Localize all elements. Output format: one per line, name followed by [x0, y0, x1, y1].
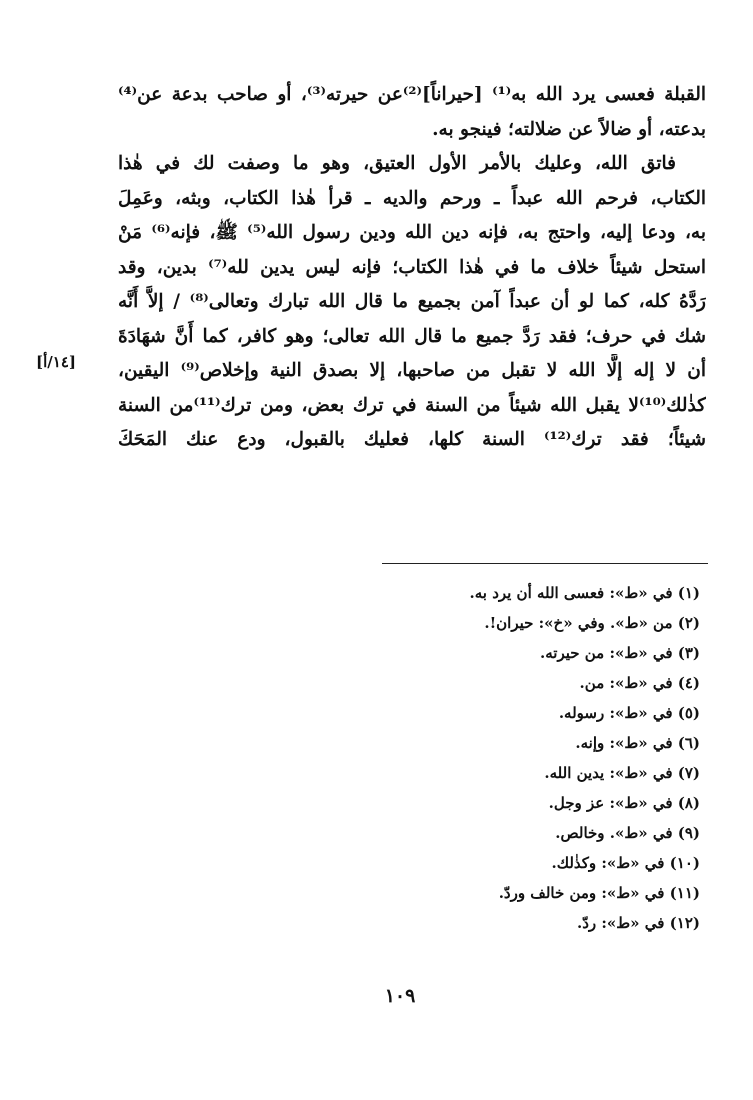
- text-line: شك في حرف؛ فقد رَدَّ جميع ما قال الله تعالى؛ وهو كافر، كما أَنَّ شهَادَةَ: [118, 325, 706, 347]
- footnote-divider: [382, 563, 708, 564]
- footnotes: [300, 578, 700, 938]
- footnote: (١) في «ط»: فعسى الله أن يرد به.: [469, 584, 700, 602]
- footnote: (٣) في «ط»: من حيرته.: [540, 644, 700, 662]
- footnote: (٤) في «ط»: من.: [579, 674, 700, 692]
- text-line: أن لا إله إلَّا الله لا تقبل من صاحبها، إلا بصدق النية وإخلاص⁽⁹⁾ اليقين،: [118, 360, 706, 381]
- manuscript-folio-marker: [١٤/أ]: [36, 353, 76, 371]
- footnote: (١٠) في «ط»: وكذٰلك.: [551, 854, 700, 872]
- text-line: استحل شيئاً خلاف ما في هٰذا الكتاب؛ فإنه ليس يدين لله⁽⁷⁾ بدين، وقد: [118, 256, 706, 278]
- text-line: رَدَّهُ كله، كما لو أن عبداً آمن بجميع ما قال الله تبارك وتعالى⁽⁸⁾ / إلاَّ أَنَّه: [118, 291, 706, 312]
- footnote: (٢) من «ط». وفي «خ»: حيران!.: [484, 614, 700, 632]
- footnote: (١٢) في «ط»: ردّ.: [577, 914, 700, 932]
- footnote: (١١) في «ط»: ومن خالف وردّ.: [498, 884, 700, 902]
- footnote: (٦) في «ط»: وإنه.: [575, 734, 700, 752]
- text-line: به، ودعا إليه، واحتج به، فإنه دين الله ودين رسول الله⁽⁵⁾ ﷺ، فإنه⁽⁶⁾ مَنْ: [118, 222, 706, 243]
- text-line: بدعته، أو ضالاً عن ضلالته؛ فينجو به.: [432, 118, 706, 140]
- footnote: (٥) في «ط»: رسوله.: [558, 704, 700, 722]
- text-line: كذٰلك⁽¹⁰⁾لا يقبل الله شيئاً من السنة في ترك بعض، ومن ترك⁽¹¹⁾من السنة: [118, 394, 706, 416]
- text-line: شيئاً؛ فقد ترك⁽¹²⁾ السنة كلها، فعليك بالقبول، ودع عنك المَحَكَ: [118, 429, 706, 450]
- footnote: (٨) في «ط»: عز وجل.: [548, 794, 700, 812]
- footnote: (٩) في «ط». وخالص.: [555, 824, 700, 842]
- footnote: (٧) في «ط»: يدين الله.: [544, 764, 700, 782]
- main-text: [118, 78, 706, 458]
- text-line: الكتاب، فرحم الله عبداً ـ ورحم والديه ـ قرأ هٰذا الكتاب، وبثه، وعَمِلَ: [118, 187, 706, 209]
- text-line: القبلة فعسى يرد الله به⁽¹⁾ [حيراناً]⁽²⁾عن حيرته⁽³⁾، أو صاحب بدعة عن⁽⁴⁾: [118, 84, 706, 105]
- text-line: فاتق الله، وعليك بالأمر الأول العتيق، وهو ما وصفت لك في هٰذا: [118, 153, 676, 174]
- page-number: ١٠٩: [384, 985, 416, 1007]
